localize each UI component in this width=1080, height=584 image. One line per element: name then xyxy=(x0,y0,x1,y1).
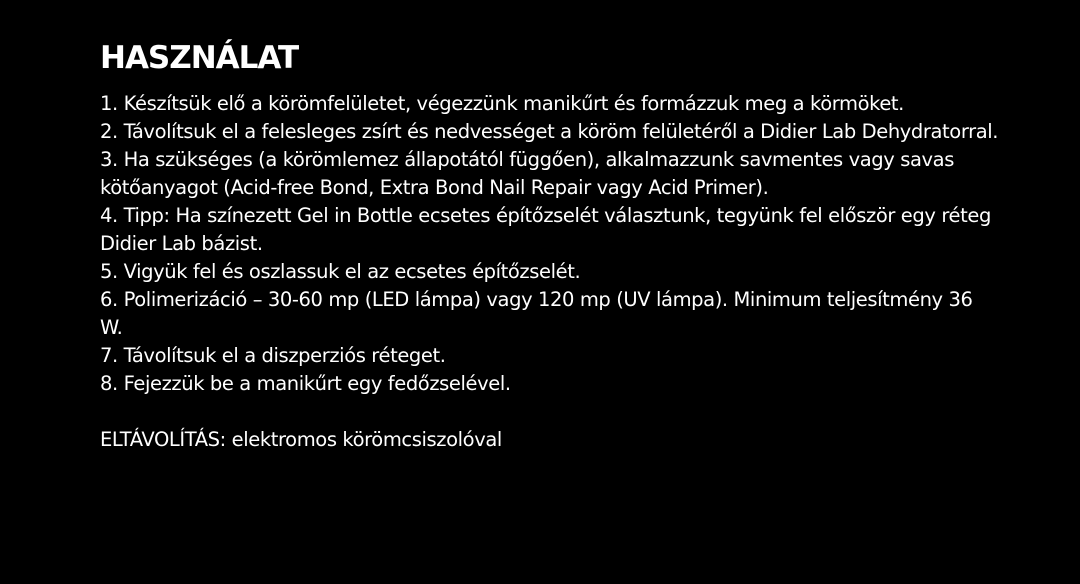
section-title: HASZNÁLAT xyxy=(100,40,299,76)
steps-list xyxy=(100,90,1000,398)
step-7: 7. Távolítsuk el a diszperziós réteget. xyxy=(100,344,446,367)
step-3: 3. Ha szükséges (a körömlemez állapotától függően), alkalmazzunk savmentes vagy savas kötőanyagot (Acid-free Bond, Extra Bond Nail Repair vagy Acid Primer). xyxy=(100,148,954,199)
step-1: 1. Készítsük elő a körömfelületet, végezzünk manikűrt és formázzuk meg a körmöket. xyxy=(100,92,904,115)
step-4: 4. Tipp: Ha színezett Gel in Bottle ecsetes építőzselét választunk, tegyünk fel először egy réteg Didier Lab bázist. xyxy=(100,204,991,255)
usage-section xyxy=(100,36,1000,474)
step-2: 2. Távolítsuk el a felesleges zsírt és nedvességet a köröm felületéről a Didier Lab Dehydratorral. xyxy=(100,120,999,143)
step-5: 5. Vigyük fel és oszlassuk el az ecsetes építőzselét. xyxy=(100,260,581,283)
removal-note: ELTÁVOLÍTÁS: elektromos körömcsiszolóval xyxy=(100,428,502,451)
step-8: 8. Fejezzük be a manikűrt egy fedőzselével. xyxy=(100,372,511,395)
step-6: 6. Polimerizáció – 30-60 mp (LED lámpa) vagy 120 mp (UV lámpa). Minimum teljesítmény 36 W. xyxy=(100,288,973,339)
